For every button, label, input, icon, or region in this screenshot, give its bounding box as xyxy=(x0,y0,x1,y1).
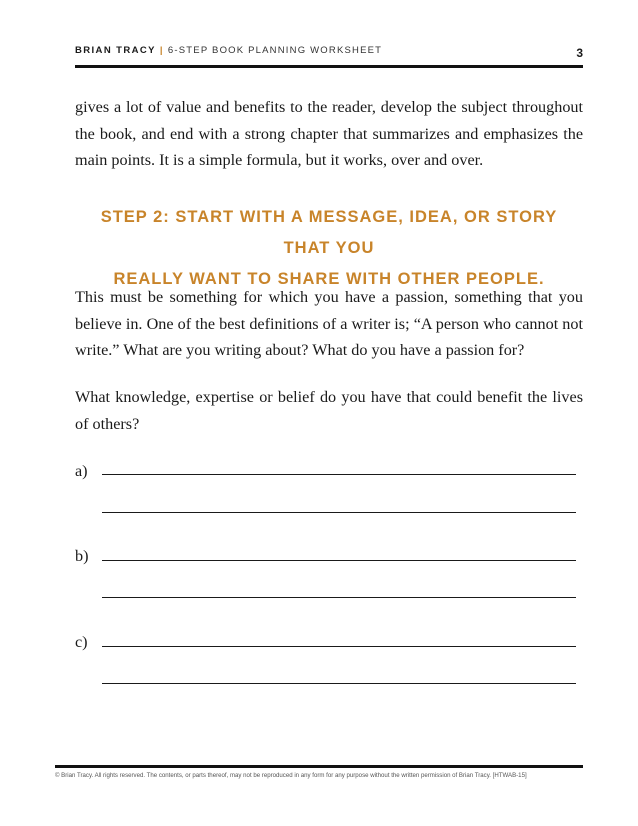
step-heading-line1: STEP 2: START WITH A MESSAGE, IDEA, OR STORY THAT YOU xyxy=(100,208,558,257)
question-paragraph: What knowledge, expertise or belief do you have that could benefit the lives of others? xyxy=(75,388,583,433)
answer-line-a1[interactable] xyxy=(102,474,576,475)
header-author: BRIAN TRACY xyxy=(75,45,156,56)
answer-line-b1[interactable] xyxy=(102,560,576,561)
page-number: 3 xyxy=(576,46,583,60)
answer-line-a2[interactable] xyxy=(102,512,576,513)
header-separator: | xyxy=(159,45,164,56)
page-header xyxy=(75,44,583,66)
answer-label-c: c) xyxy=(75,633,88,651)
step-heading-line2: REALLY WANT TO SHARE WITH OTHER PEOPLE. xyxy=(113,270,545,288)
passion-paragraph: This must be something for which you have a passion, something that you believe in. One of the best definitions of a writer is; “A person who cannot not write.” What are you writing about? What do you have a passion for? xyxy=(75,288,583,359)
answer-label-b: b) xyxy=(75,547,89,565)
answer-line-c1[interactable] xyxy=(102,646,576,647)
answer-label-a: a) xyxy=(75,462,88,480)
answer-line-c2[interactable] xyxy=(102,683,576,684)
answer-line-b2[interactable] xyxy=(102,597,576,598)
header-divider xyxy=(75,65,583,68)
header-title: 6-STEP BOOK PLANNING WORKSHEET xyxy=(167,45,383,56)
step-heading xyxy=(75,202,583,295)
header-text xyxy=(75,44,382,58)
footer-divider xyxy=(55,765,583,768)
intro-paragraph: gives a lot of value and benefits to the reader, develop the subject throughout the book, and end with a strong chapter that summarizes and emphasizes the main points. It is a simple formula, but it works, over and over. xyxy=(75,98,583,169)
copyright-footer: © Brian Tracy. All rights reserved. The contents, or parts thereof, may not be reproduced in any form for any purpose without the written permission of Brian Tracy. [HTWAB-15] xyxy=(55,772,527,779)
